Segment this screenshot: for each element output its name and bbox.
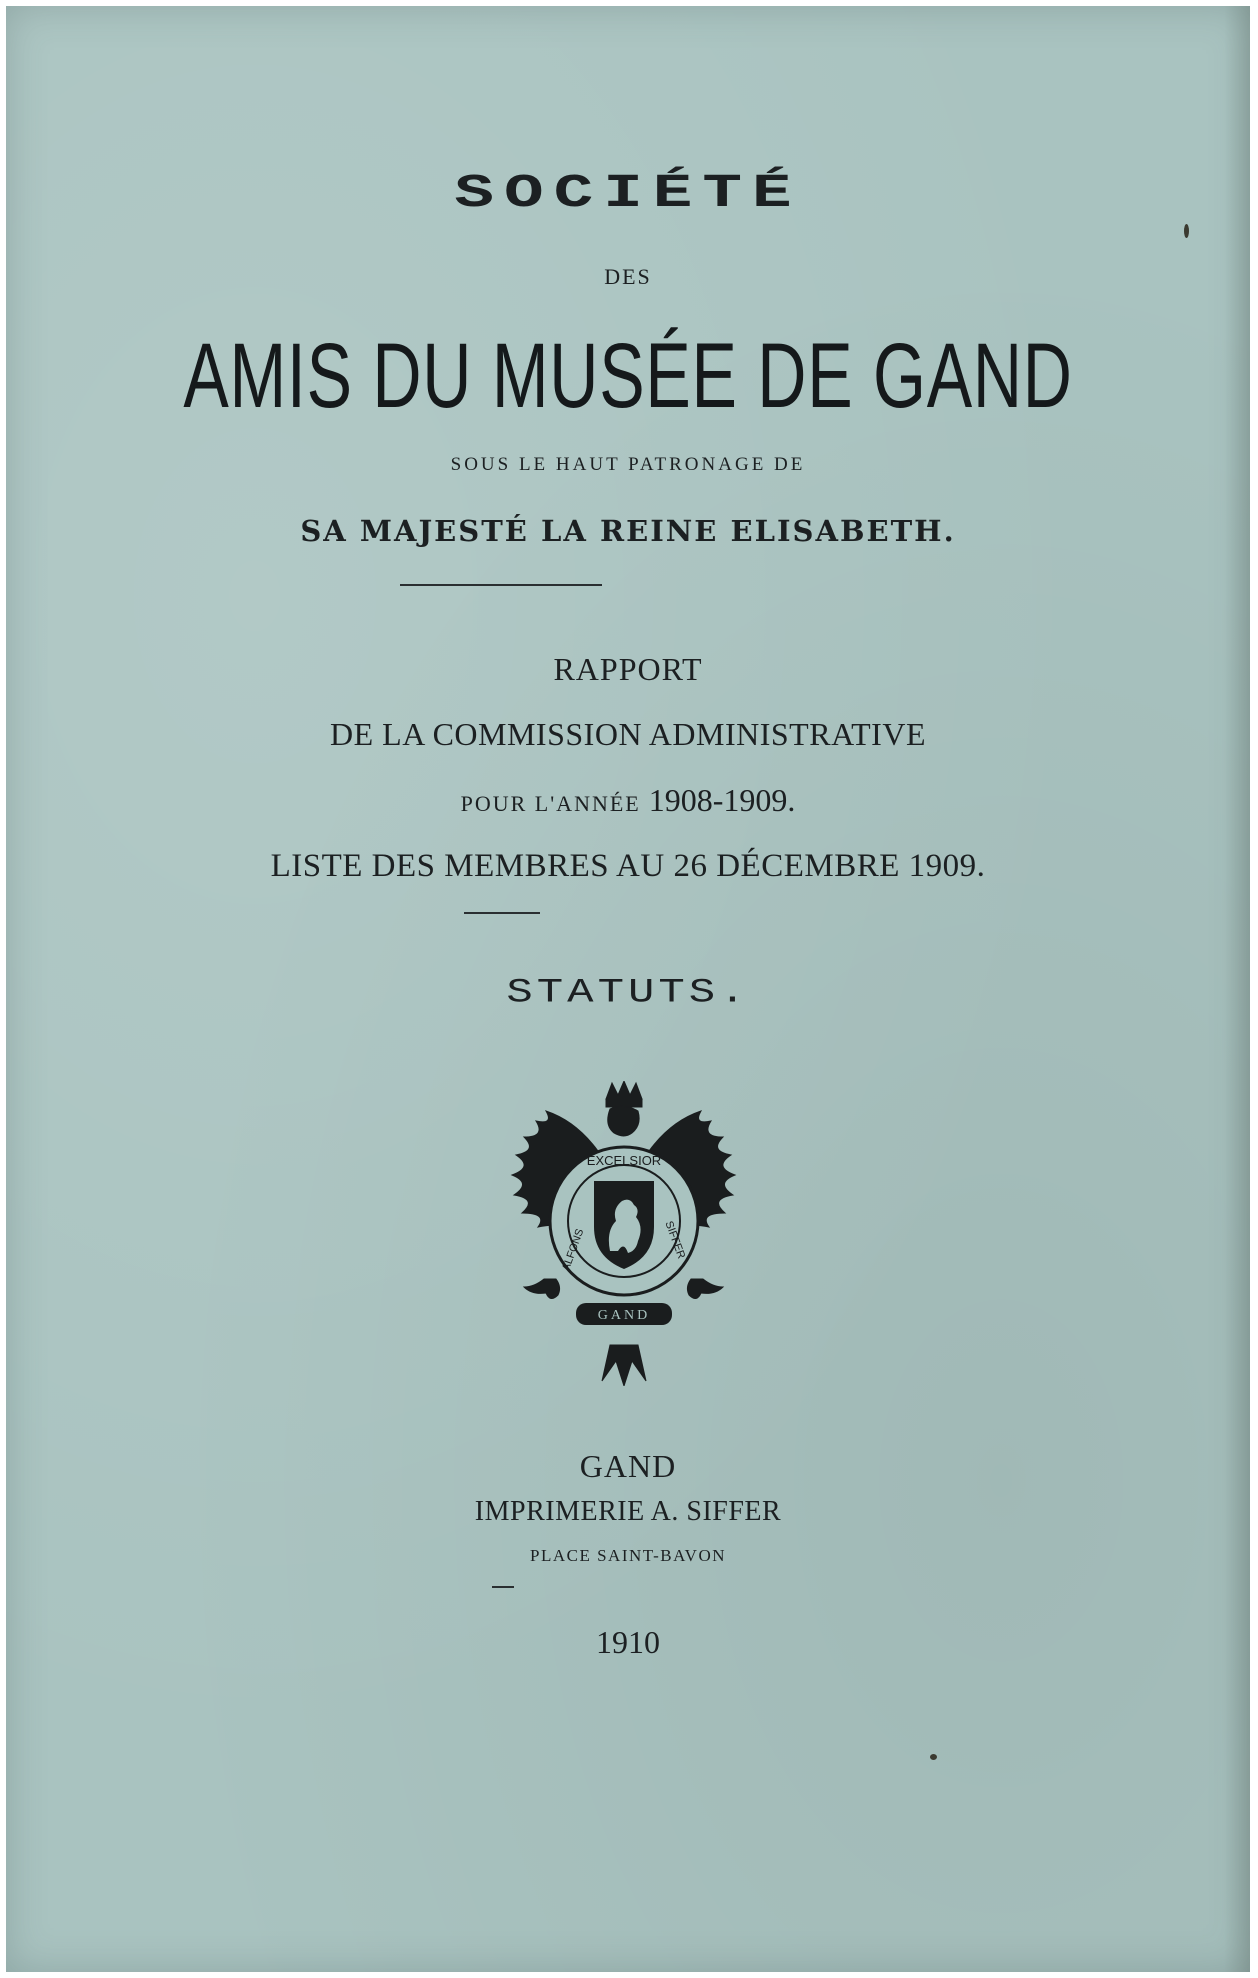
emblem-motto-top: EXCELSIOR (586, 1153, 662, 1168)
imprint-year: 1910 (596, 1624, 660, 1660)
emblem-motto-left: ALFONS (560, 1227, 587, 1273)
report-year-line (6, 782, 1250, 819)
statutes-heading: STATUTS. (506, 973, 750, 1013)
divider-imprint (492, 1586, 514, 1588)
emblem-motto-right: SIFFER (662, 1219, 688, 1261)
report-commission: DE LA COMMISSION ADMINISTRATIVE (330, 716, 926, 752)
report-year-prefix: POUR L'ANNÉE (460, 791, 641, 816)
report-year-value: 1908-1909. (648, 782, 796, 818)
imprint-printer: IMPRIMERIE A. SIFFER (474, 1496, 782, 1527)
paper-blemish (930, 1754, 937, 1760)
divider-long (400, 584, 602, 586)
society-title: AMIS DU MUSÉE DE GAND (183, 325, 1073, 427)
report-title: RAPPORT (553, 651, 703, 687)
majesty-line: SA MAJESTÉ LA REINE ELISABETH. (300, 514, 956, 548)
patronage-line: SOUS LE HAUT PATRONAGE DE (450, 454, 806, 475)
imprint-address: PLACE SAINT-BAVON (530, 1546, 726, 1565)
booklet-cover (6, 6, 1250, 1972)
divider-short (464, 912, 540, 914)
heading-connector: DES (604, 264, 652, 289)
emblem-banner-label: GAND (597, 1308, 651, 1323)
members-list-line: LISTE DES MEMBRES AU 26 DÉCEMBRE 1909. (270, 848, 986, 884)
imprint-city: GAND (579, 1448, 677, 1484)
eagle-coat-of-arms-icon (506, 1081, 741, 1386)
paper-blemish (1184, 224, 1189, 238)
heading-societe: SOCIÉTÉ (454, 166, 802, 221)
